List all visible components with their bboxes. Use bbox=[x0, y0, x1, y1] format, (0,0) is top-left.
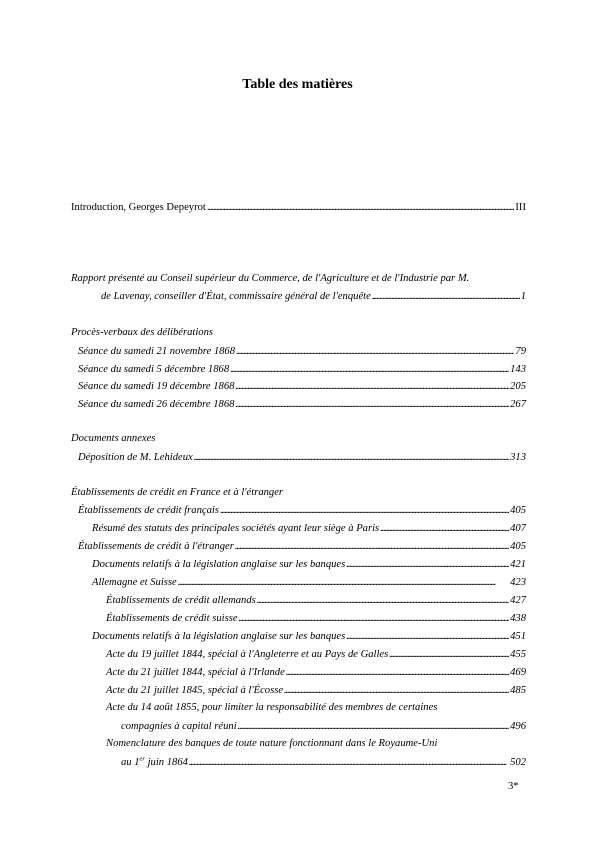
toc-label: Établissements de crédit français bbox=[78, 505, 219, 516]
toc-label: Résumé des statuts des principales sociétés ayant leur siège à Paris bbox=[92, 523, 380, 534]
toc-label: Séance du samedi 21 novembre 1868 bbox=[78, 346, 236, 357]
toc-entry[interactable] bbox=[78, 504, 526, 517]
dot-leader bbox=[235, 398, 509, 411]
toc-page: 496 bbox=[510, 721, 526, 732]
dot-leader bbox=[238, 720, 509, 733]
toc-page: III bbox=[515, 202, 526, 213]
toc-page: 438 bbox=[510, 613, 526, 624]
toc-entry[interactable] bbox=[78, 363, 526, 376]
toc-label: Acte du 21 juillet 1845, spécial à l'Écosse bbox=[106, 685, 284, 696]
dot-leader bbox=[236, 345, 514, 358]
toc-label: Documents relatifs à la législation anglaise sur les banques bbox=[92, 559, 346, 570]
toc-page: 469 bbox=[510, 667, 526, 678]
toc-entry[interactable] bbox=[92, 522, 526, 535]
toc-entry[interactable] bbox=[106, 648, 526, 661]
toc-label: au 1er juin 1864 bbox=[121, 755, 188, 768]
toc-label: Séance du samedi 5 décembre 1868 bbox=[78, 364, 230, 375]
toc-label: Introduction, Georges Depeyrot bbox=[71, 202, 206, 213]
dot-leader bbox=[239, 612, 510, 625]
toc-page: 421 bbox=[510, 559, 526, 570]
toc-page: 407 bbox=[510, 523, 526, 534]
toc-entry[interactable] bbox=[92, 576, 526, 589]
toc-page: 405 bbox=[510, 541, 526, 552]
toc-entry[interactable] bbox=[78, 398, 526, 411]
toc-label: Établissements de crédit à l'étranger bbox=[78, 541, 234, 552]
dot-leader bbox=[257, 594, 509, 607]
dot-leader bbox=[220, 504, 509, 517]
dot-leader bbox=[207, 201, 515, 214]
dot-leader bbox=[178, 576, 509, 589]
toc-label: Déposition de M. Lehideux bbox=[78, 452, 193, 463]
toc-page: 313 bbox=[510, 452, 526, 463]
toc-entry[interactable] bbox=[78, 380, 526, 393]
toc-label: Établissements de crédit allemands bbox=[106, 595, 256, 606]
toc-page: 205 bbox=[510, 381, 526, 392]
page-number: 3* bbox=[508, 781, 519, 792]
dot-leader bbox=[235, 380, 509, 393]
toc-page: 451 bbox=[510, 631, 526, 642]
toc-page: 485 bbox=[510, 685, 526, 696]
section-heading-proces-verbaux: Procès-verbaux des délibérations bbox=[71, 327, 213, 338]
section-heading-etablissements: Établissements de crédit en France et à l'étranger bbox=[71, 487, 284, 498]
toc-entry[interactable] bbox=[106, 594, 526, 607]
toc-label: Documents relatifs à la législation anglaise sur les banques bbox=[92, 631, 346, 642]
toc-label: compagnies à capital réuni bbox=[121, 721, 237, 732]
toc-page: 427 bbox=[510, 595, 526, 606]
toc-entry[interactable] bbox=[106, 612, 526, 625]
dot-leader bbox=[372, 290, 520, 303]
toc-entry[interactable] bbox=[92, 630, 526, 643]
dot-leader bbox=[380, 522, 509, 535]
toc-entry-rapport-line2[interactable] bbox=[101, 290, 526, 303]
toc-entry-line[interactable]: Acte du 14 août 1855, pour limiter la responsabilité des membres de certaines bbox=[106, 702, 438, 713]
toc-page: 1 bbox=[520, 291, 526, 302]
dot-leader bbox=[194, 451, 509, 464]
toc-page: 405 bbox=[510, 505, 526, 516]
toc-label: Allemagne et Suisse bbox=[92, 577, 177, 588]
toc-label: Établissements de crédit suisse bbox=[106, 613, 238, 624]
toc-page: 267 bbox=[510, 399, 526, 410]
toc-entry[interactable] bbox=[78, 540, 526, 553]
dot-leader bbox=[230, 363, 509, 376]
toc-entry[interactable] bbox=[78, 345, 526, 358]
toc-page: 143 bbox=[510, 364, 526, 375]
toc-page: 502 bbox=[510, 757, 526, 768]
toc-entry[interactable] bbox=[121, 720, 526, 733]
page-title: Table des matières bbox=[242, 77, 353, 92]
toc-label: Acte du 21 juillet 1844, spécial à l'Irlande bbox=[106, 667, 285, 678]
toc-label: de Lavenay, conseiller d'État, commissaire général de l'enquête bbox=[101, 291, 371, 302]
toc-entry-introduction[interactable] bbox=[71, 201, 526, 214]
dot-leader bbox=[346, 630, 509, 643]
toc-page: 455 bbox=[510, 649, 526, 660]
toc-page: 423 bbox=[510, 577, 526, 588]
toc-label: Acte du 19 juillet 1844, spécial à l'Angleterre et au Pays de Galles bbox=[106, 649, 389, 660]
toc-entry[interactable] bbox=[92, 558, 526, 571]
toc-entry-line[interactable]: Nomenclature des banques de toute nature fonctionnant dans le Royaume-Uni bbox=[106, 738, 438, 749]
dot-leader bbox=[189, 756, 509, 769]
dot-leader bbox=[389, 648, 509, 661]
toc-label: Séance du samedi 19 décembre 1868 bbox=[78, 381, 235, 392]
toc-entry[interactable] bbox=[121, 756, 526, 769]
dot-leader bbox=[235, 540, 509, 553]
dot-leader bbox=[346, 558, 509, 571]
toc-entry[interactable] bbox=[106, 666, 526, 679]
dot-leader bbox=[286, 666, 509, 679]
toc-entry[interactable] bbox=[78, 451, 526, 464]
dot-leader bbox=[284, 684, 509, 697]
toc-label: Séance du samedi 26 décembre 1868 bbox=[78, 399, 235, 410]
toc-page: 79 bbox=[515, 346, 526, 357]
toc-entry[interactable] bbox=[106, 684, 526, 697]
section-heading-documents-annexes: Documents annexes bbox=[71, 433, 156, 444]
toc-entry-rapport-line1[interactable]: Rapport présenté au Conseil supérieur du Commerce, de l'Agriculture et de l'Industrie par M. bbox=[71, 273, 470, 284]
